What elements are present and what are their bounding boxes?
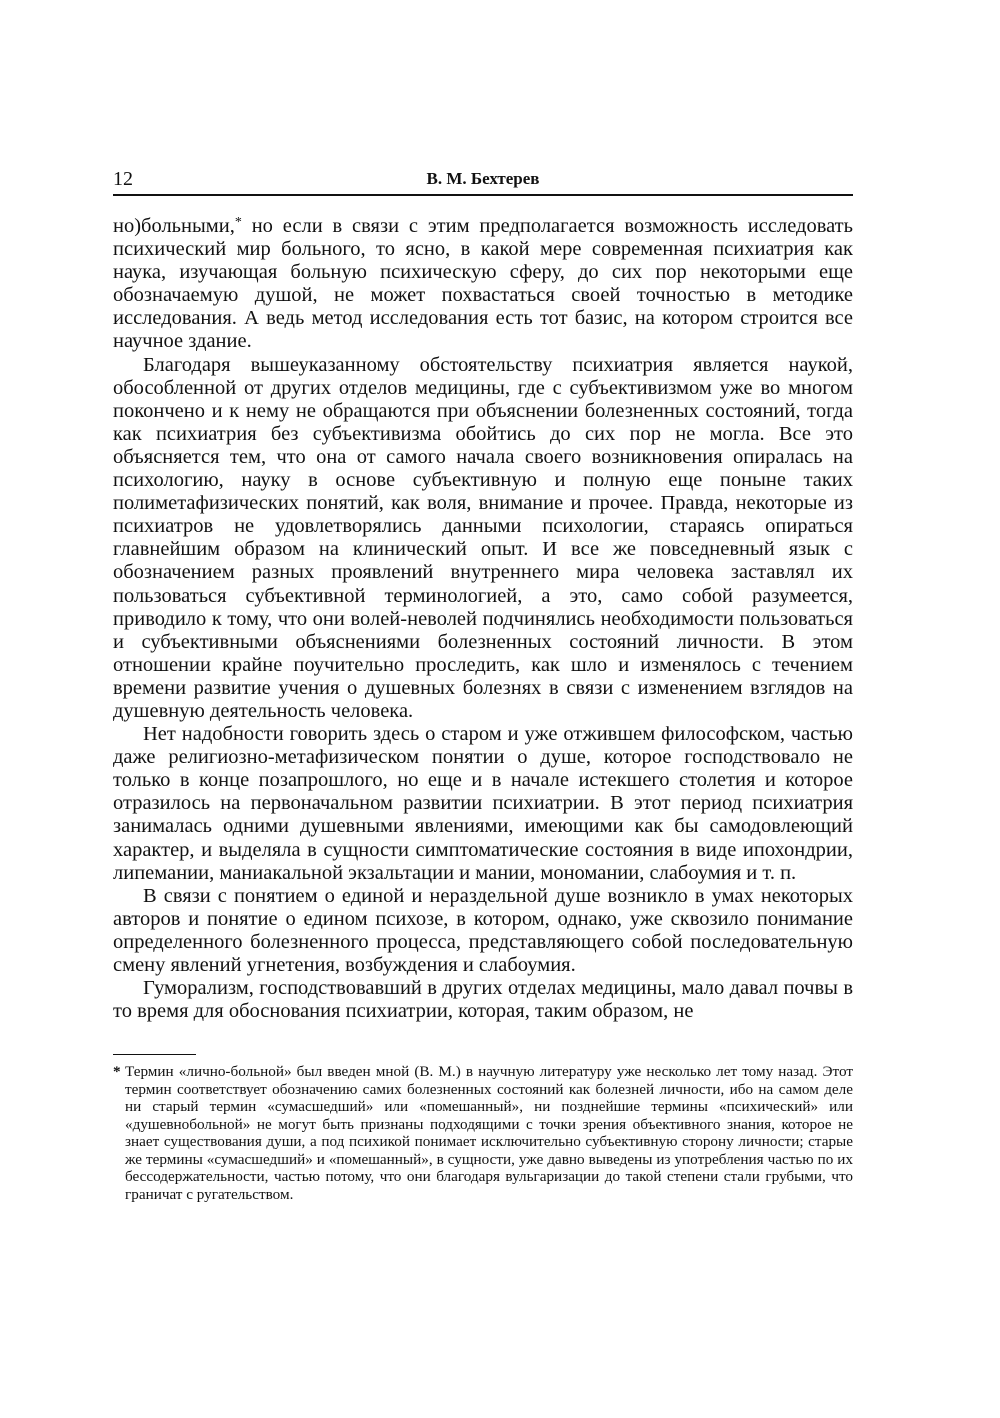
running-head [113, 164, 853, 196]
footnote-text: Термин «лично-больной» был введен мной (В. М.) в научную литературу уже несколько лет тому назад. Этот термин соответствует обозначению самих болезненных состояний как болезней личности, ибо на самом деле ни старый термин «сумасшедший» или «помешанный», ни позднейшие термины «психический» или «душевнобольной» не могут быть признаны подходящими с точки зрения объективного знания, которое не знает существования души, а под психикой понимает исключительно субъективную сторону личности; старые же термины «сумасшедший» и «помешанный», в сущности, уже давно выведены из употребления частью по их бессодержательности, частью потому, что они благодаря вульгаризации до такой степени стали грубыми, что граничат с ругательством. [125, 1063, 853, 1203]
footnote-divider [113, 1054, 196, 1055]
paragraph-5: Гуморализм, господствовавший в других отделах медицины, мало давал почвы в то время для обоснования психиатрии, которая, таким образом, не [113, 977, 853, 1023]
running-title: В. М. Бехтерев [426, 169, 540, 188]
paragraph-1 [113, 215, 853, 354]
paragraph-3: Нет надобности говорить здесь о старом и уже отжившем философском, частью даже религиозно-метафизическом понятии о душе, которое господствовало не только в конце позапрошлого, но еще и в начале истекшего столетия и которое отразилось на первоначальном развитии психиатрии. В этот период психиатрия занималась одними душевными явлениями, имеющими как бы самодовлеющий характер, и выделяла в сущности симптоматические состояния в виде ипохондрии, липемании, маниакальной экзальтации и мании, мономании, слабоумия и т. п. [113, 723, 853, 884]
footnote-paragraph [113, 1063, 853, 1203]
paragraph-1-continuation: но если в связи с этим предполагается возможность исследовать психический мир больного, то ясно, в какой мере современная психиатрия как наука, изучающая больную психическую сферу, до сих пор некоторыми еще обозначаемую душой, не может похвастаться своей точностью в методике исследования. А ведь метод исследования есть тот базис, на котором строится все научное здание. [113, 215, 853, 353]
page-number: 12 [113, 168, 133, 190]
footnote-reference-mark[interactable]: * [234, 215, 242, 230]
paragraph-4: В связи с понятием о единой и нераздельной душе возникло в умах некоторых авторов и понятие о едином психозе, в котором, однако, уже сквозило понимание определенного болезненного процесса, представляющего собой последовательную смену явлений угнетения, возбуждения и слабоумия. [113, 884, 853, 976]
footnote-mark: * [113, 1063, 121, 1081]
footnote [113, 1063, 853, 1203]
book-page [113, 164, 853, 1203]
body-text [113, 215, 853, 1023]
paragraph-2: Благодаря вышеуказанному обстоятельству психиатрия является наукой, обособленной от других отделов медицины, где с субъективизмом уже во многом покончено и к нему не обращаются при объяснении болезненных состояний, тогда как психиатрия без субъективизма обойтись до сих пор не могла. Все это объясняется тем, что она от самого начала своего возникновения опиралась на психологию, науку в основе субъективную и полную еще поныне таких полиметафизических понятий, как воля, внимание и прочее. Правда, некоторые из психиатров не удовлетворялись данными психологии, стараясь опираться главнейшим образом на клинический опыт. И все же повседневный язык с обозначением разных проявлений внутреннего мира человека заставлял их пользоваться субъективной терминологией, а это, само собой разумеется, приводило к тому, что они волей-неволей подчинялись необходимости пользоваться и субъективными объяснениями болезненных состояний личности. В этом отношении крайне поучительно проследить, как шло и изменялось с течением времени развитие учения о душевных болезнях в связи с изменением взглядов на душевную деятельность человека. [113, 353, 853, 722]
paragraph-1-text: но)больными, [113, 215, 235, 237]
